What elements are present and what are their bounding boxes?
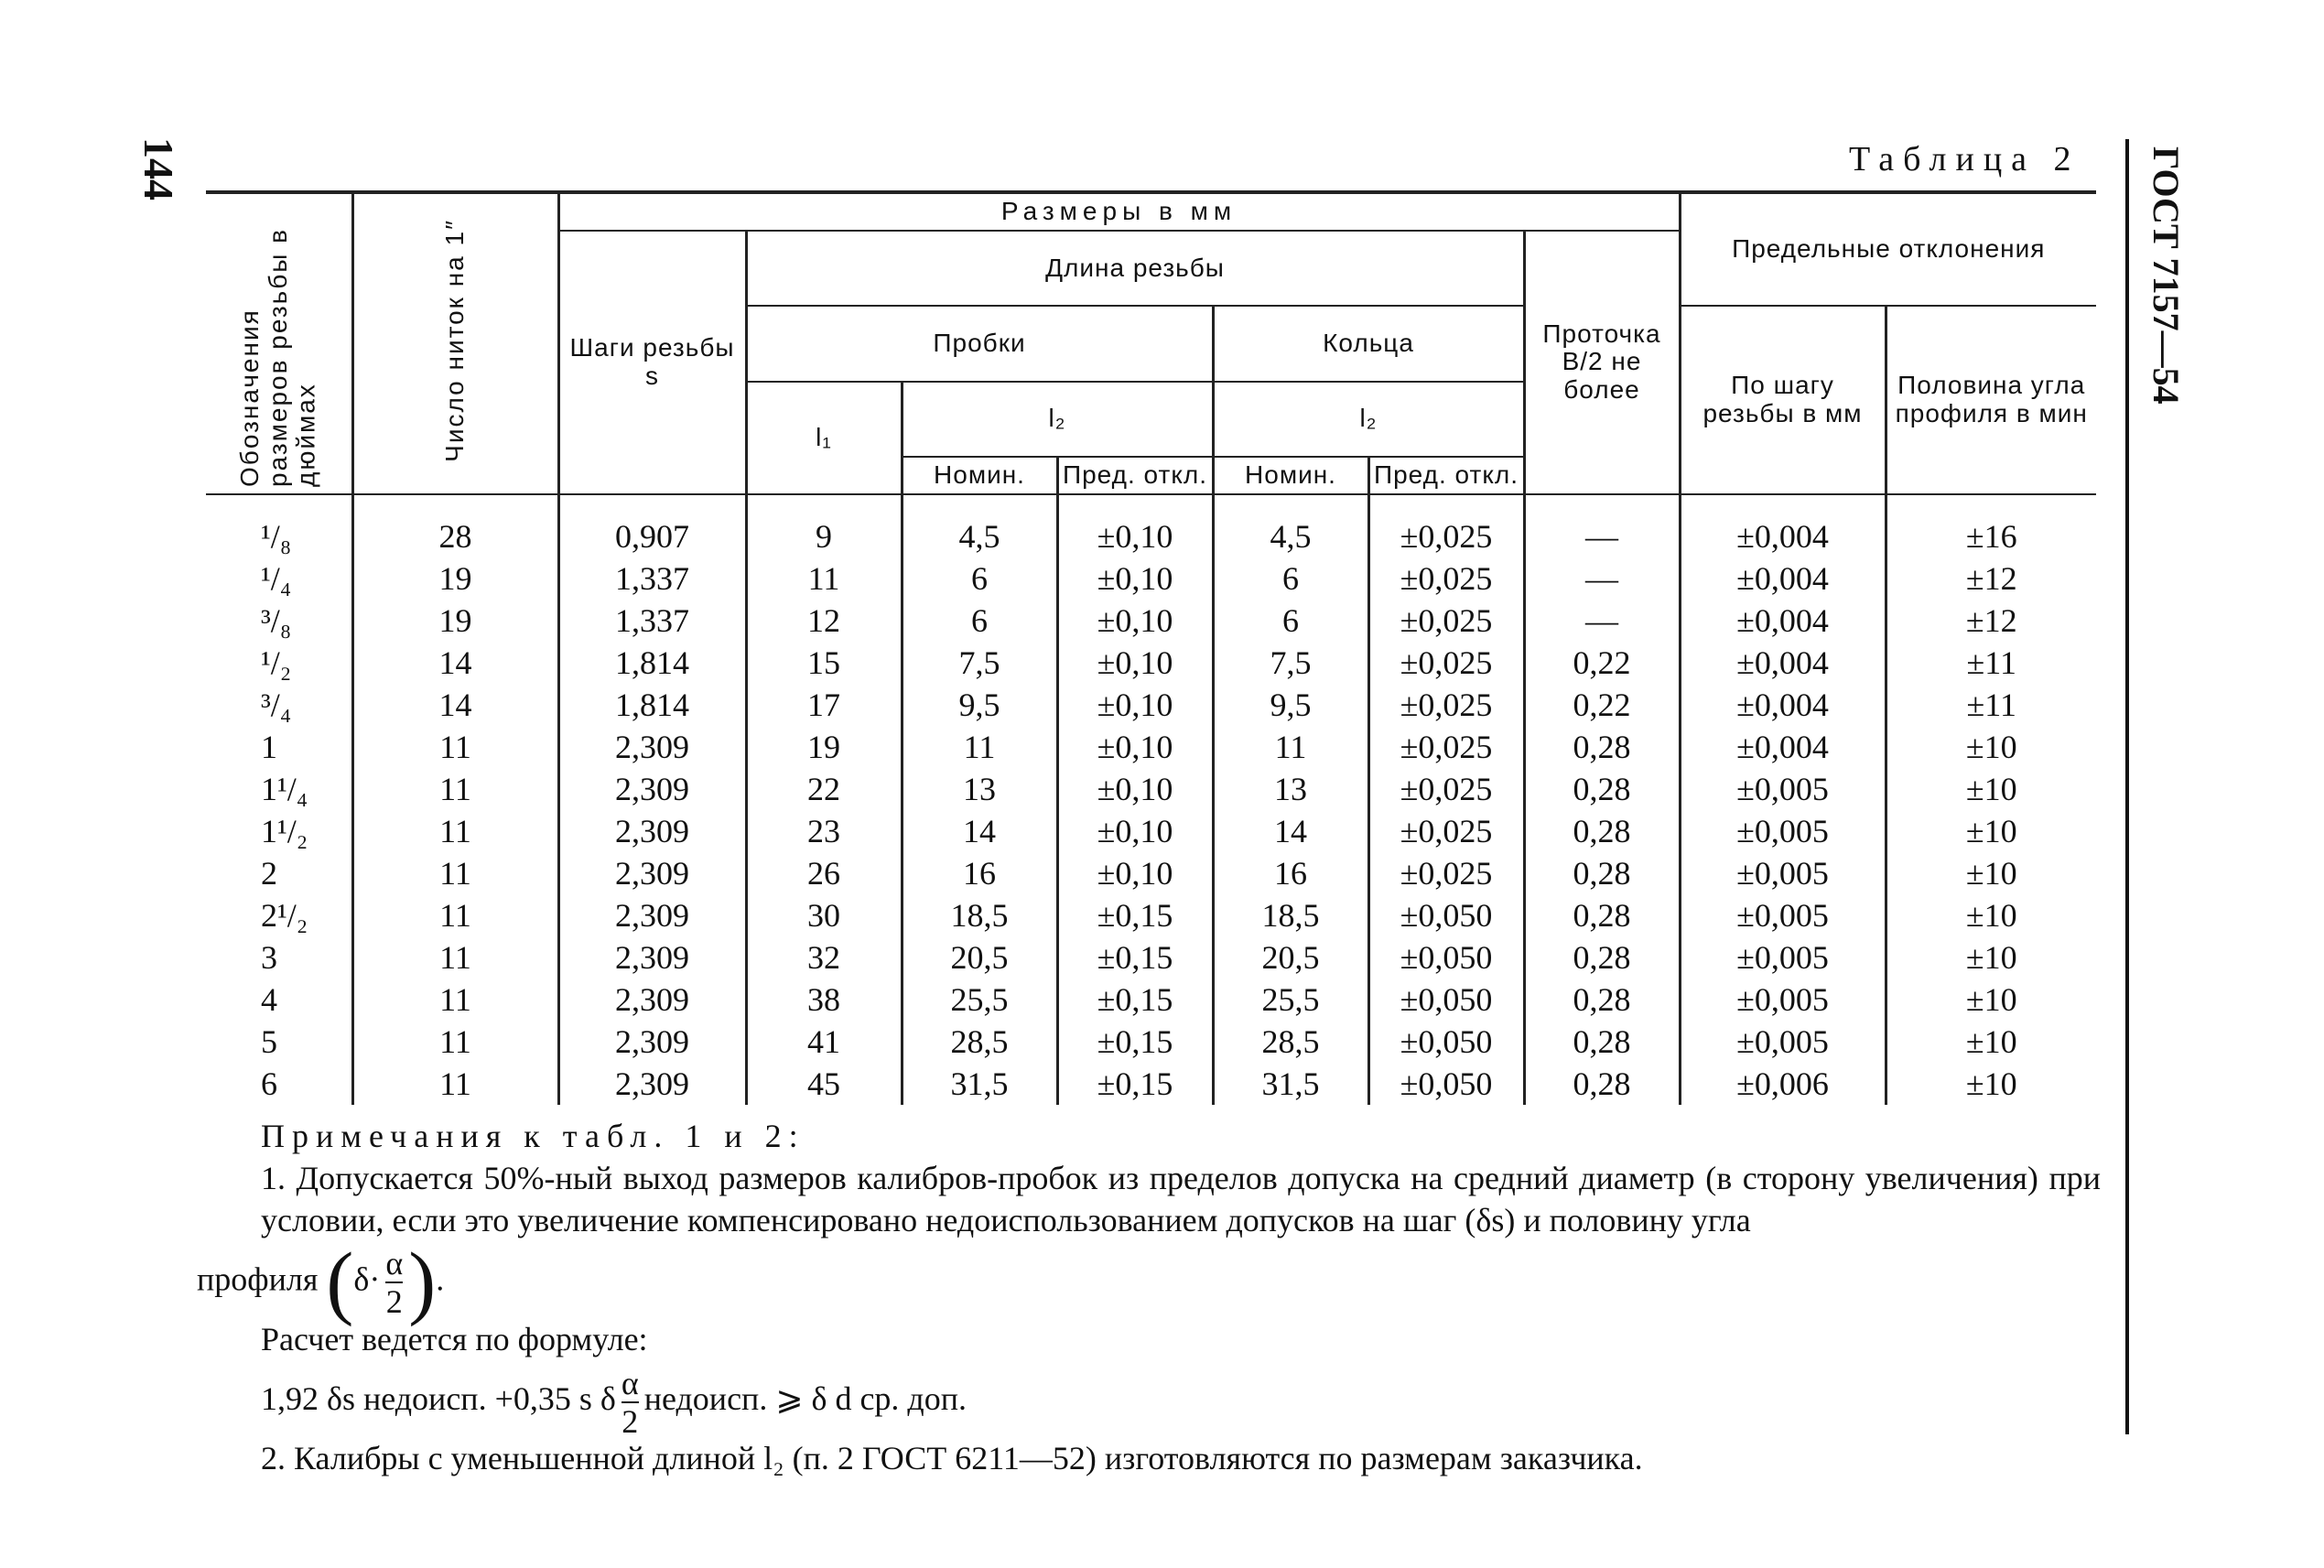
table-row bbox=[206, 810, 2096, 852]
table-cell: 12 bbox=[746, 600, 902, 642]
table-cell: 2,309 bbox=[558, 810, 746, 852]
table-cell: 11 bbox=[352, 810, 558, 852]
table-row bbox=[206, 936, 2096, 979]
table-cell: 11 bbox=[902, 726, 1057, 768]
table-cell: 5 bbox=[261, 1022, 277, 1060]
table-cell: ±10 bbox=[1886, 1063, 2096, 1105]
table-cell: ±0,005 bbox=[1680, 768, 1886, 810]
table-cell: 4,5 bbox=[902, 494, 1057, 557]
table-cell: 16 bbox=[902, 852, 1057, 894]
table-cell: 19 bbox=[352, 557, 558, 600]
table-cell: ±11 bbox=[1886, 684, 2096, 726]
table-cell: 0,28 bbox=[1524, 852, 1680, 894]
table-cell: 6 bbox=[261, 1065, 277, 1102]
table-cell: ±0,15 bbox=[1057, 1021, 1213, 1063]
table-cell: — bbox=[1524, 494, 1680, 557]
header-groove: Проточка В/2 не более bbox=[1524, 231, 1680, 494]
table-cell: 16 bbox=[1213, 852, 1368, 894]
table-cell: ±0,005 bbox=[1680, 1021, 1886, 1063]
calc-intro: Расчет ведется по формуле: bbox=[261, 1321, 648, 1357]
table-cell: 7,5 bbox=[902, 642, 1057, 684]
table-row bbox=[206, 726, 2096, 768]
header-plugs: Пробки bbox=[746, 306, 1213, 381]
table-cell: ±0,050 bbox=[1368, 936, 1524, 979]
table-cell: ±11 bbox=[1886, 642, 2096, 684]
table-cell: 30 bbox=[746, 894, 902, 936]
table-cell: 17 bbox=[746, 684, 902, 726]
table-cell: 13 bbox=[1213, 768, 1368, 810]
table-cell: 11 bbox=[352, 1021, 558, 1063]
table-cell: 2,309 bbox=[558, 979, 746, 1021]
table-cell: 13 bbox=[902, 768, 1057, 810]
table-cell: ±0,050 bbox=[1368, 1063, 1524, 1105]
table-cell: 2,309 bbox=[558, 936, 746, 979]
notes-heading: Примечания к табл. 1 и 2: bbox=[261, 1118, 805, 1154]
table-cell: 11 bbox=[352, 894, 558, 936]
table-cell: 0,28 bbox=[1524, 1021, 1680, 1063]
header-sizes-mm: Размеры в мм bbox=[558, 192, 1680, 231]
table-cell: 2,309 bbox=[558, 894, 746, 936]
table-cell: 31,5 bbox=[902, 1063, 1057, 1105]
header-rings: Кольца bbox=[1213, 306, 1524, 381]
header-l2-ring: l₂ bbox=[1213, 382, 1524, 457]
table-cell: 2¹/₂ bbox=[261, 896, 308, 934]
note-2: 2. Калибры с уменьшенной длиной l₂ (п. 2 ГОСТ 6211—52) изготовляются по размерам заказчика. bbox=[261, 1440, 1643, 1476]
table-row bbox=[206, 768, 2096, 810]
table-row bbox=[206, 852, 2096, 894]
table-cell: 14 bbox=[352, 684, 558, 726]
table-cell: 38 bbox=[746, 979, 902, 1021]
table-row bbox=[206, 684, 2096, 726]
table-cell: ±0,004 bbox=[1680, 600, 1886, 642]
table-cell: 6 bbox=[902, 557, 1057, 600]
table-cell: 11 bbox=[352, 979, 558, 1021]
table-cell: 19 bbox=[352, 600, 558, 642]
header-nominal-plug: Номин. bbox=[902, 457, 1057, 494]
table-cell: 0,28 bbox=[1524, 936, 1680, 979]
gost-label: ГОСТ 7157—54 bbox=[2146, 146, 2187, 405]
table-body bbox=[206, 494, 2096, 1105]
table-cell: ¹/₂ bbox=[261, 643, 292, 681]
table-row bbox=[206, 894, 2096, 936]
table-cell: 2,309 bbox=[558, 1063, 746, 1105]
table-cell: 11 bbox=[352, 1063, 558, 1105]
header-deviation-plug: Пред. откл. bbox=[1057, 457, 1213, 494]
table-cell: 32 bbox=[746, 936, 902, 979]
table-cell: ±0,15 bbox=[1057, 1063, 1213, 1105]
table-cell: 0,28 bbox=[1524, 894, 1680, 936]
table-cell: ¹/₄ bbox=[261, 559, 292, 597]
table-cell: 11 bbox=[352, 852, 558, 894]
table-cell: 2,309 bbox=[558, 768, 746, 810]
table-row bbox=[206, 494, 2096, 557]
table-cell: ±0,050 bbox=[1368, 1021, 1524, 1063]
table-cell: 25,5 bbox=[1213, 979, 1368, 1021]
table-cell: 14 bbox=[1213, 810, 1368, 852]
table-cell: ±0,005 bbox=[1680, 810, 1886, 852]
table-cell: ³/₈ bbox=[261, 601, 292, 639]
table-cell: 15 bbox=[746, 642, 902, 684]
table-cell: ±0,005 bbox=[1680, 894, 1886, 936]
table-cell: ±0,025 bbox=[1368, 768, 1524, 810]
table-cell: 11 bbox=[352, 936, 558, 979]
table-cell: 23 bbox=[746, 810, 902, 852]
table-cell: ±10 bbox=[1886, 1021, 2096, 1063]
table-cell: 6 bbox=[1213, 600, 1368, 642]
header-deviation-ring: Пред. откл. bbox=[1368, 457, 1524, 494]
table-cell: ±0,004 bbox=[1680, 642, 1886, 684]
table-cell: 7,5 bbox=[1213, 642, 1368, 684]
table-cell: ±10 bbox=[1886, 852, 2096, 894]
table-cell: 9,5 bbox=[902, 684, 1057, 726]
table-cell: 28,5 bbox=[1213, 1021, 1368, 1063]
table-cell: 41 bbox=[746, 1021, 902, 1063]
table-row bbox=[206, 1021, 2096, 1063]
note-1-profile: профиля (δ· $\frac{\alpha}{2}$ ). bbox=[197, 1237, 445, 1327]
side-rule bbox=[2125, 139, 2129, 1434]
table-cell: ±0,025 bbox=[1368, 810, 1524, 852]
header-pitch: Шаги резьбы s bbox=[558, 231, 746, 494]
table-cell: ±10 bbox=[1886, 768, 2096, 810]
table-cell: 1¹/₄ bbox=[261, 770, 308, 807]
table-cell: 1,337 bbox=[558, 600, 746, 642]
table-cell: ±0,025 bbox=[1368, 557, 1524, 600]
table-cell: 18,5 bbox=[902, 894, 1057, 936]
table-cell: ±12 bbox=[1886, 600, 2096, 642]
table-cell: ±0,10 bbox=[1057, 852, 1213, 894]
table-cell: ±0,15 bbox=[1057, 936, 1213, 979]
table-cell: 0,22 bbox=[1524, 684, 1680, 726]
table-cell: ±12 bbox=[1886, 557, 2096, 600]
table-cell: 14 bbox=[902, 810, 1057, 852]
table-cell: 28,5 bbox=[902, 1021, 1057, 1063]
table-cell: ±0,005 bbox=[1680, 852, 1886, 894]
table-cell: ±0,005 bbox=[1680, 979, 1886, 1021]
table-cell: ±0,10 bbox=[1057, 726, 1213, 768]
table-cell: 0,907 bbox=[558, 494, 746, 557]
table-cell: ±0,006 bbox=[1680, 1063, 1886, 1105]
table-cell: 19 bbox=[746, 726, 902, 768]
table-cell: 11 bbox=[746, 557, 902, 600]
header-l1: l₁ bbox=[746, 382, 902, 494]
table-cell: ±0,025 bbox=[1368, 684, 1524, 726]
notes bbox=[197, 1115, 2101, 1479]
table-cell: ±0,025 bbox=[1368, 852, 1524, 894]
table-cell: 1¹/₂ bbox=[261, 812, 308, 849]
table-cell: 0,28 bbox=[1524, 810, 1680, 852]
table-row bbox=[206, 600, 2096, 642]
table-cell: 26 bbox=[746, 852, 902, 894]
formula: 1,92 δs недоисп. +0,35 s δ $\frac{\alpha}{2}$ недоисп. ⩾ δ d ср. доп. bbox=[261, 1364, 967, 1440]
table-cell: ±10 bbox=[1886, 936, 2096, 979]
table-title: Таблица 2 bbox=[1849, 140, 2081, 178]
table-cell: ±0,10 bbox=[1057, 684, 1213, 726]
header-pitch-deviation: По шагу резьбы в мм bbox=[1680, 306, 1886, 494]
table-cell: ±0,004 bbox=[1680, 494, 1886, 557]
header-nominal-ring: Номин. bbox=[1213, 457, 1368, 494]
table-cell: ±10 bbox=[1886, 979, 2096, 1021]
table-cell: 1,337 bbox=[558, 557, 746, 600]
table-cell: ±0,15 bbox=[1057, 894, 1213, 936]
gauge-dimensions-table bbox=[206, 190, 2096, 1105]
table-cell: 6 bbox=[902, 600, 1057, 642]
table-cell: ±0,004 bbox=[1680, 557, 1886, 600]
table-cell: 2,309 bbox=[558, 852, 746, 894]
table-cell: ±0,10 bbox=[1057, 768, 1213, 810]
table-cell: ±0,050 bbox=[1368, 894, 1524, 936]
table-cell: ±0,15 bbox=[1057, 979, 1213, 1021]
table-cell: ±0,10 bbox=[1057, 494, 1213, 557]
table-cell: 0,28 bbox=[1524, 726, 1680, 768]
table-cell: 11 bbox=[352, 768, 558, 810]
table-cell: 18,5 bbox=[1213, 894, 1368, 936]
table-cell: ±0,025 bbox=[1368, 600, 1524, 642]
table-cell: ±0,025 bbox=[1368, 642, 1524, 684]
table-cell: ±0,025 bbox=[1368, 726, 1524, 768]
table-cell: 14 bbox=[352, 642, 558, 684]
table-cell: 25,5 bbox=[902, 979, 1057, 1021]
table-row bbox=[206, 557, 2096, 600]
table-cell: ±0,005 bbox=[1680, 936, 1886, 979]
table-cell: ±0,050 bbox=[1368, 979, 1524, 1021]
table-cell: 20,5 bbox=[1213, 936, 1368, 979]
table-cell: 2,309 bbox=[558, 726, 746, 768]
table-cell: ±10 bbox=[1886, 894, 2096, 936]
table-cell: 1 bbox=[261, 728, 277, 765]
table-cell: 3 bbox=[261, 938, 277, 976]
table-cell: ±0,10 bbox=[1057, 600, 1213, 642]
table-cell: 2 bbox=[261, 854, 277, 892]
table-cell: 6 bbox=[1213, 557, 1368, 600]
table-cell: ±16 bbox=[1886, 494, 2096, 557]
table-cell: 4,5 bbox=[1213, 494, 1368, 557]
table-cell: 0,28 bbox=[1524, 979, 1680, 1021]
table-row bbox=[206, 642, 2096, 684]
table-cell: ³/₄ bbox=[261, 686, 292, 723]
table-row bbox=[206, 979, 2096, 1021]
table-cell: 20,5 bbox=[902, 936, 1057, 979]
table-cell: 4 bbox=[261, 980, 277, 1018]
table-cell: 45 bbox=[746, 1063, 902, 1105]
table-cell: 0,28 bbox=[1524, 768, 1680, 810]
table-cell: ±0,10 bbox=[1057, 557, 1213, 600]
table-cell: 11 bbox=[352, 726, 558, 768]
table-cell: — bbox=[1524, 600, 1680, 642]
table-cell: 0,22 bbox=[1524, 642, 1680, 684]
table-cell: ¹/₈ bbox=[261, 517, 292, 555]
table-row bbox=[206, 1063, 2096, 1105]
header-threads-per-inch: Число ниток на 1″ bbox=[352, 192, 558, 494]
table-cell: ±0,10 bbox=[1057, 810, 1213, 852]
header-limit-deviations: Предельные отклонения bbox=[1680, 192, 2096, 306]
page-number: 144 bbox=[135, 137, 182, 200]
table-cell: 1,814 bbox=[558, 642, 746, 684]
table-cell: ±10 bbox=[1886, 810, 2096, 852]
table-cell: ±10 bbox=[1886, 726, 2096, 768]
table-cell: 1,814 bbox=[558, 684, 746, 726]
header-thread-size: Обозначения размеров резьбы в дюймах bbox=[206, 192, 352, 494]
table-cell: 9 bbox=[746, 494, 902, 557]
header-thread-length: Длина резьбы bbox=[746, 231, 1524, 306]
table-cell: 28 bbox=[352, 494, 558, 557]
table-cell: 9,5 bbox=[1213, 684, 1368, 726]
table-cell: 11 bbox=[1213, 726, 1368, 768]
table-cell: ±0,004 bbox=[1680, 684, 1886, 726]
table-cell: 31,5 bbox=[1213, 1063, 1368, 1105]
table-cell: — bbox=[1524, 557, 1680, 600]
table-cell: 2,309 bbox=[558, 1021, 746, 1063]
header-l2-plug: l₂ bbox=[902, 382, 1213, 457]
table-cell: ±0,004 bbox=[1680, 726, 1886, 768]
table-cell: 22 bbox=[746, 768, 902, 810]
header-half-angle: Половина угла профиля в мин bbox=[1886, 306, 2096, 494]
table-cell: ±0,10 bbox=[1057, 642, 1213, 684]
note-1: 1. Допускается 50%-ный выход размеров калибров-пробок из пределов допуска на средний диаметр (в сторону увеличения) при условии, если это увеличение компенсировано недоиспользованием допусков на шаг (δs) и половину угла bbox=[261, 1160, 2101, 1238]
table-cell: ±0,025 bbox=[1368, 494, 1524, 557]
table-cell: 0,28 bbox=[1524, 1063, 1680, 1105]
